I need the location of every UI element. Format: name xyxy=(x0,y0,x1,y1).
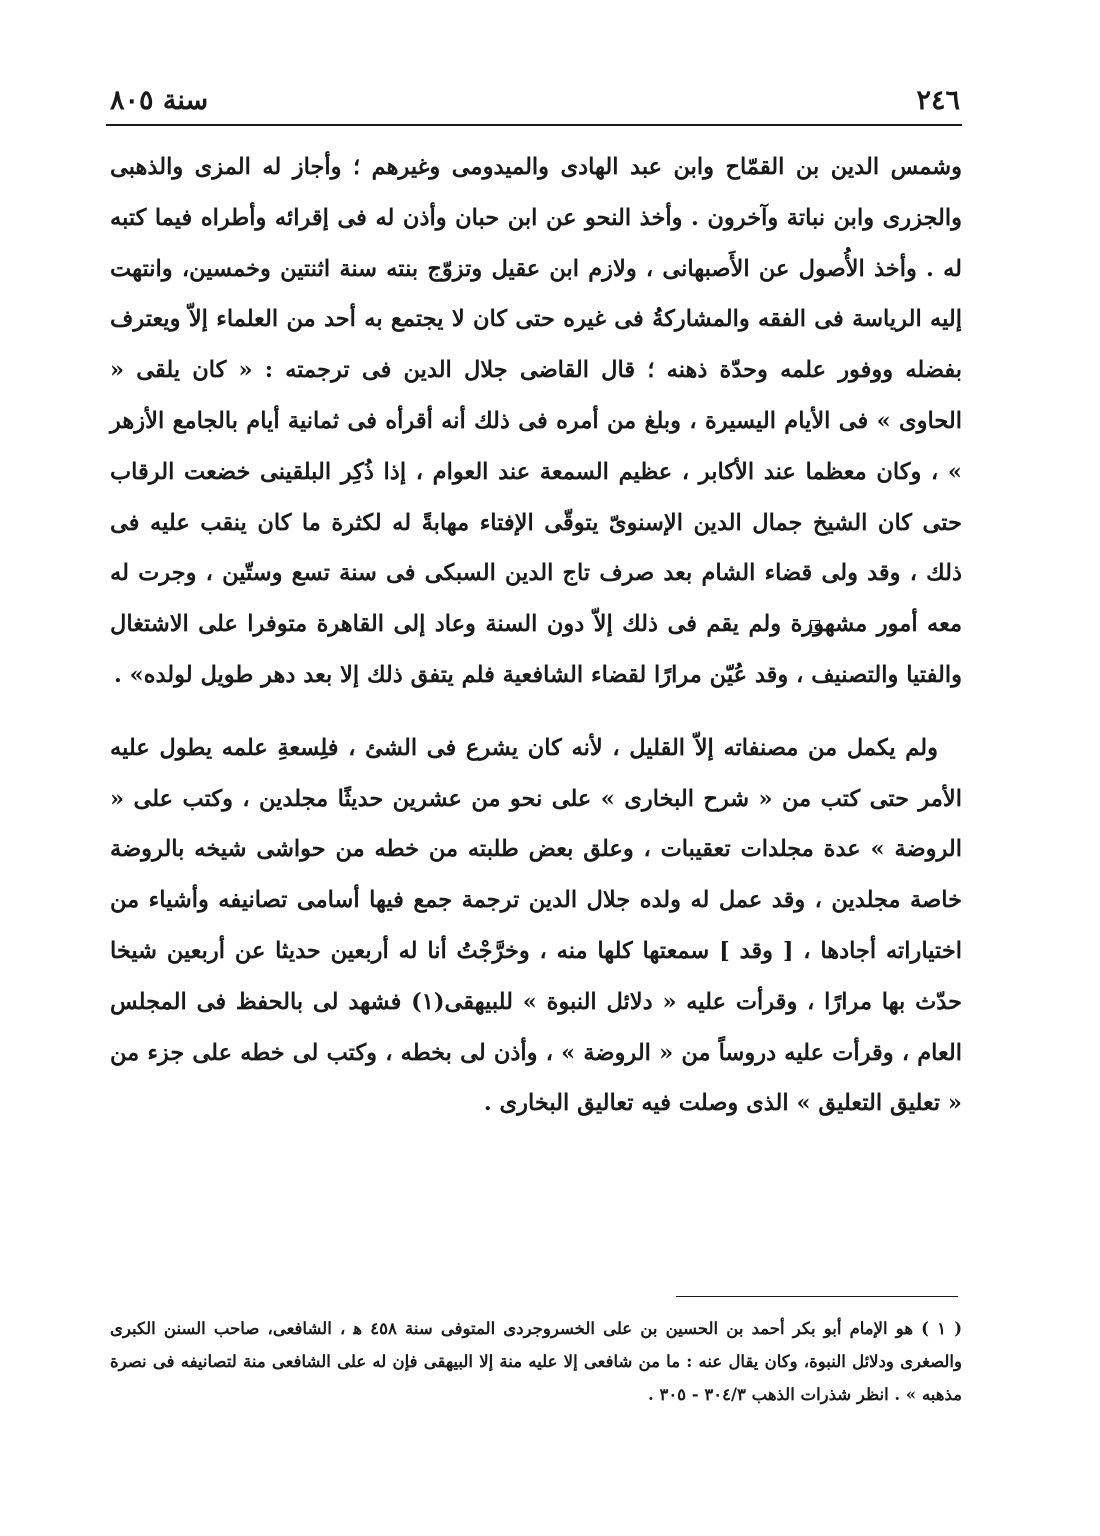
paragraph: وشمس الدين بن القمّاح وابن عبد الهادى والميدومى وغيرهم ؛ وأجاز له المزى والذهبى والجزرى وابن نباتة وآخرون . وأخذ النحو عن ابن حبان وأذن له فى إقرائه وأطراه فيما كتبه له . وأخذ الأُصول عن الأَصبهانى ، ولازم ابن عقيل وتزوّج بنته سنة اثنتين وخمسين، وانتهت إليه الرياسة فى الفقه والمشاركةُ فى غيره حتى كان لا يجتمع به أحد من العلماء إلاّ ويعترف بفضله ووفور علمه وحدّة ذهنه ؛ قال القاضى جلال الدين فى ترجمته : « كان يلقى « الحاوى » فى الأيام اليسيرة ، وبلغ من أمره فى ذلك أنه أقرأه فى ثمانية أيام بالجامع الأزهر » ، وكان معظما عند الأكابر ، عظيم السمعة عند العوام ، إذا ذُكِر البلقينى خضعت الرقاب حتى كان الشيخ جمال الدين الإسنوىّ يتوقّى الإفتاء مهابةً له لكثرة ما كان ينقب عليه فى ذلك ، وقد ولى قضاء الشام بعد صرف تاج الدين السبكى فى سنة تسع وستّين ، وجرت له معه أمور مشهورة ولم يقم فى ذلك إلاّ دون السنة وعاد إلى القاهرة متوفرا على الاشتغال والفتيا والتصنيف ، وقد عُيّن مرارًا لقضاء الشافعية فلم يتفق ذلك إلا بعد دهر طويل لولده» . xyxy=(110,154,962,688)
footnote-rule xyxy=(676,1296,958,1297)
main-text xyxy=(110,142,962,1129)
scan-artifact-mark xyxy=(810,620,820,633)
header-rule xyxy=(106,124,962,126)
page-number: ٢٤٦ xyxy=(916,84,960,116)
running-header xyxy=(110,82,960,118)
footnote-text: ( ١ ) هو الإمام أبو بكر أحمد بن الحسين بن على الخسروجردى المتوفى سنة ٤٥٨ ﻫ ، الشافعى، صاحب السنن الكبرى والصغرى ودلائل النبوة، وكان يقال عنه : ما من شافعى إلا عليه منة إلا البيهقى فإن له على الشافعى منة لتصانيفه فى نصرة مذهبه » . انظر شذرات الذهب ٣٠٤/٣ - ٣٠٥ . xyxy=(110,1319,962,1404)
footnote xyxy=(110,1312,962,1411)
paragraph: ولم يكمل من مصنفاته إلاّ القليل ، لأنه كان يشرع فى الشئ ، فلِسعةِ علمه يطول عليه الأمر حتى كتب من « شرح البخارى » على نحو من عشرين حديثًا مجلدين ، وكتب على « الروضة » عدة مجلدات تعقيبات ، وعلق بعض طلبته من خطه من حواشى شيخه بالروضة خاصة مجلدين ، وقد عمل له ولده جلال الدين ترجمة جمع فيها أسامى تصانيفه وأشياء من اختياراته أجادها ، [ وقد ] سمعتها كلها منه ، وخرَّجْتُ أنا له أربعين حديثا عن أربعين شيخا حدّث بها مرارًا ، وقرأت عليه « دلائل النبوة » للبيهقى(١) فشهد لى بالحفظ فى المجلس العام ، وقرأت عليه دروساً من « الروضة » ، وأذن لى بخطه ، وكتب لى خطه على جزء من « تعليق التعليق » الذى وصلت فيه تعاليق البخارى . xyxy=(110,734,962,1117)
running-title: سنة ٨٠٥ xyxy=(110,84,209,116)
